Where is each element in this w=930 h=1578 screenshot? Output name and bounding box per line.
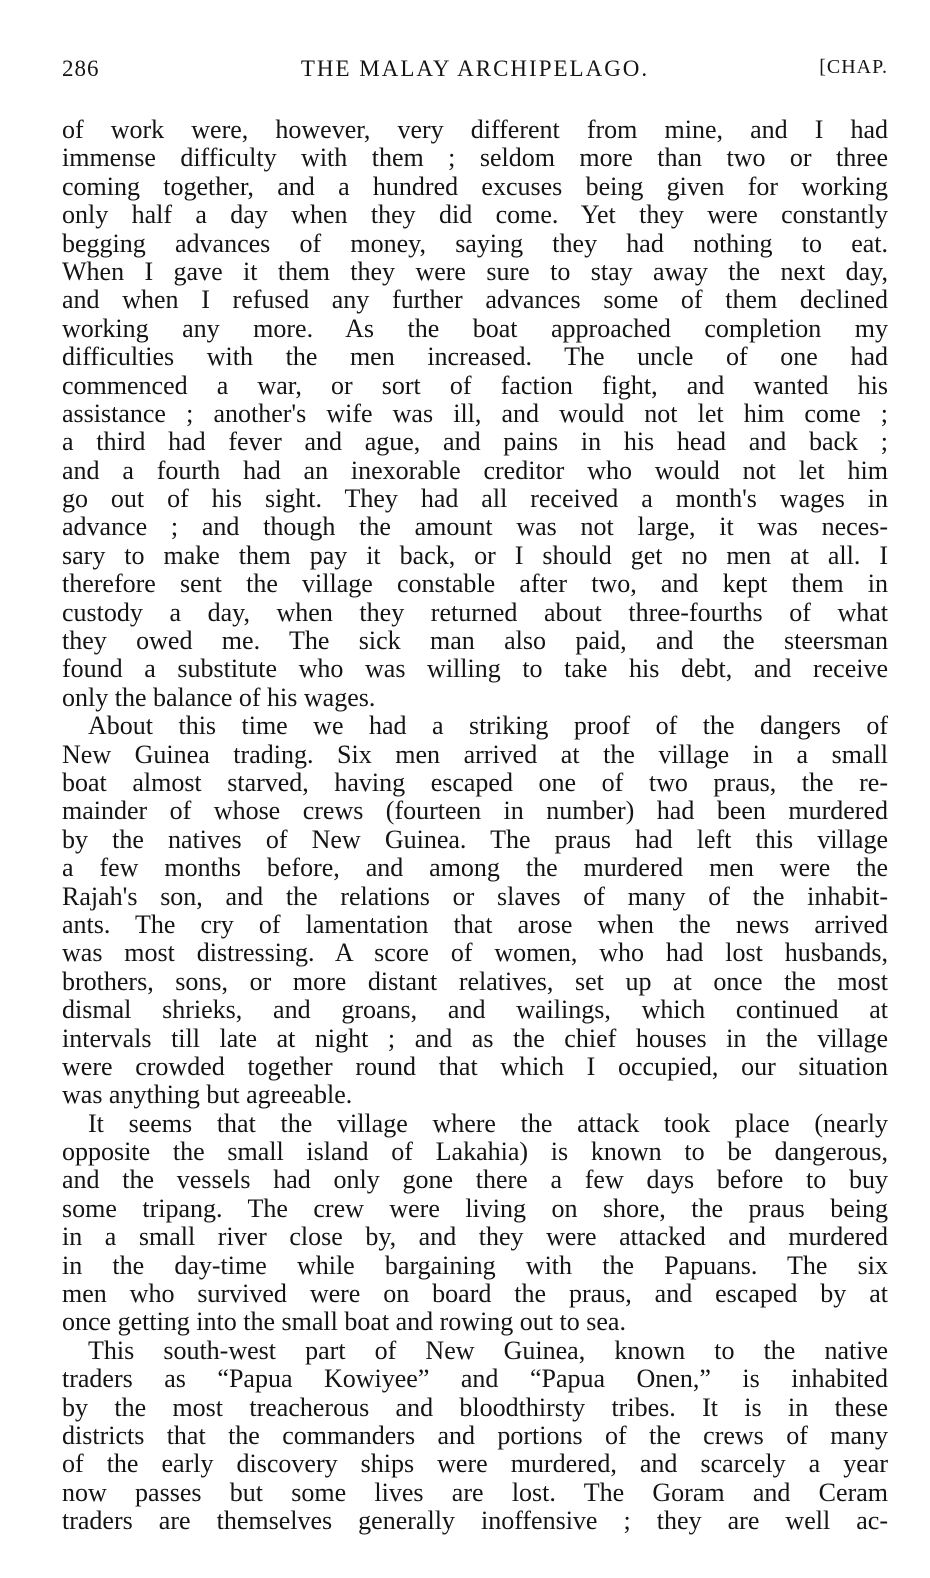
text-line: commenced a war, or sort of faction fight, and wanted his: [62, 370, 888, 400]
text-line: immense difficulty with them ; seldom more than two or three: [62, 143, 888, 173]
text-line: go out of his sight. They had all received a month's wages in: [62, 484, 888, 514]
text-line: some tripang. The crew were living on shore, the praus being: [62, 1193, 888, 1223]
text-line: found a substitute who was willing to take his debt, and receive: [62, 654, 888, 684]
text-line: custody a day, when they returned about three-fourths of what: [62, 597, 888, 627]
text-line: opposite the small island of Lakahia) is known to be dangerous,: [62, 1137, 888, 1167]
text-line: in the day-time while bargaining with the Papuans. The six: [62, 1250, 888, 1280]
text-line: intervals till late at night ; and as the chief houses in the village: [62, 1023, 888, 1053]
text-line: begging advances of money, saying they had nothing to eat.: [62, 228, 888, 258]
text-line: sary to make them pay it back, or I should get no men at all. I: [62, 540, 888, 570]
text-line: This south-west part of New Guinea, known to the native: [88, 1335, 888, 1365]
text-line: only half a day when they did come. Yet they were constantly: [62, 200, 888, 230]
text-line: mainder of whose crews (fourteen in number) had been murdered: [62, 796, 888, 826]
text-line: once getting into the small boat and rowing out to sea.: [62, 1307, 626, 1337]
text-line: and a fourth had an inexorable creditor who would not let him: [62, 455, 888, 485]
text-line: in a small river close by, and they were attacked and murdered: [62, 1222, 888, 1252]
chapter-mark: [CHAP.: [819, 56, 888, 78]
text-line: advance ; and though the amount was not large, it was neces-: [62, 512, 888, 542]
text-line: It seems that the village where the attack took place (nearly: [88, 1108, 888, 1138]
text-line: and the vessels had only gone there a few days before to buy: [62, 1165, 888, 1195]
text-line: ants. The cry of lamentation that arose when the news arrived: [62, 909, 888, 939]
text-line: by the most treacherous and bloodthirsty tribes. It is in these: [62, 1392, 888, 1422]
text-line: and when I refused any further advances some of them declined: [62, 285, 888, 315]
text-line: was most distressing. A score of women, who had lost husbands,: [62, 938, 888, 968]
running-head: [62, 56, 888, 90]
text-line: were crowded together round that which I occupied, our situation: [62, 1051, 888, 1081]
text-line: therefore sent the village constable after two, and kept them in: [62, 569, 888, 599]
text-line: traders are themselves generally inoffensive ; they are well ac-: [62, 1506, 888, 1536]
text-line: districts that the commanders and portions of the crews of many: [62, 1420, 888, 1450]
book-title: THE MALAY ARCHIPELAGO.: [300, 56, 650, 81]
text-line: only the balance of his wages.: [62, 682, 376, 712]
text-line: New Guinea trading. Six men arrived at the village in a small: [62, 739, 888, 769]
page-number: 286: [62, 56, 100, 81]
text-line: they owed me. The sick man also paid, and the steersman: [62, 626, 888, 656]
text-line: by the natives of New Guinea. The praus had left this village: [62, 824, 888, 854]
text-line: boat almost starved, having escaped one of two praus, the re-: [62, 767, 888, 797]
text-line: now passes but some lives are lost. The Goram and Ceram: [62, 1477, 888, 1507]
text-line: difficulties with the men increased. The uncle of one had: [62, 342, 888, 372]
paragraph: [62, 116, 888, 712]
paragraph: [62, 1110, 888, 1337]
text-line: traders as “Papua Kowiyee” and “Papua Onen,” is inhabited: [62, 1364, 888, 1394]
text-line: About this time we had a striking proof of the dangers of: [88, 711, 888, 741]
paragraph: [62, 712, 888, 1109]
body-text: [62, 116, 888, 1536]
text-line: brothers, sons, or more distant relatives, set up at once the most: [62, 966, 888, 996]
text-line: a third had fever and ague, and pains in his head and back ;: [62, 427, 888, 457]
text-line: working any more. As the boat approached completion my: [62, 313, 888, 343]
text-line: of the early discovery ships were murdered, and scarcely a year: [62, 1449, 888, 1479]
text-line: men who survived were on board the praus, and escaped by at: [62, 1279, 888, 1309]
text-line: coming together, and a hundred excuses being given for working: [62, 171, 888, 201]
text-line: When I gave it them they were sure to stay away the next day,: [62, 256, 888, 286]
text-line: a few months before, and among the murdered men were the: [62, 853, 888, 883]
text-line: of work were, however, very different from mine, and I had: [62, 115, 888, 144]
text-line: Rajah's son, and the relations or slaves of many of the inhabit-: [62, 881, 888, 911]
text-line: was anything but agreeable.: [62, 1080, 353, 1110]
text-line: dismal shrieks, and groans, and wailings, which continued at: [62, 995, 888, 1025]
paragraph: [62, 1337, 888, 1536]
text-line: assistance ; another's wife was ill, and would not let him come ;: [62, 398, 888, 428]
